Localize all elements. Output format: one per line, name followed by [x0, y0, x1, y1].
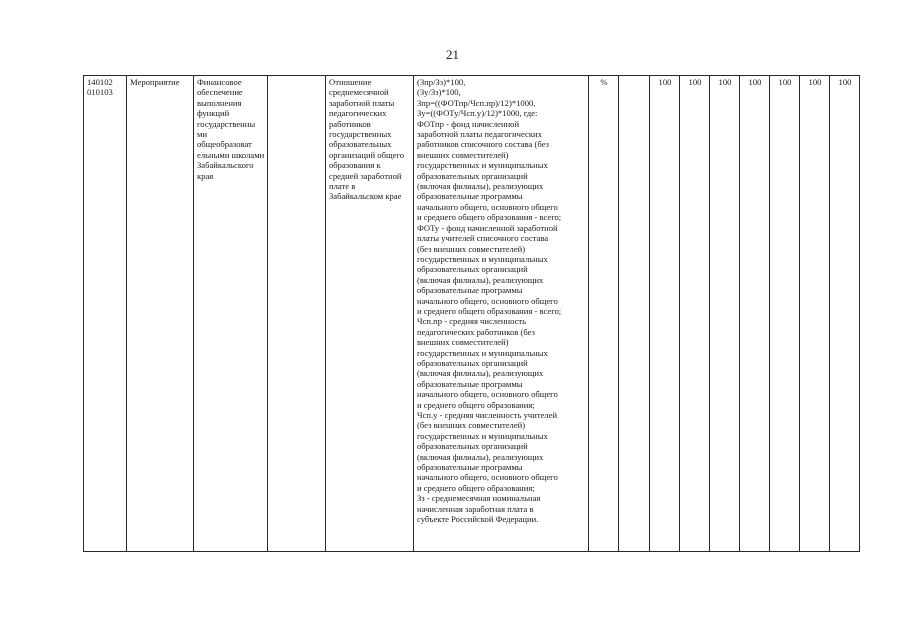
formula-line: Зу=((ФОТу/Чсп.у)/12)*1000, где:: [417, 108, 538, 119]
formula-line: Зз - среднемесячная номинальная: [417, 493, 541, 504]
name-line: выполнения: [197, 97, 242, 108]
indicator-line: работников: [329, 118, 371, 129]
empty-cell: [619, 76, 650, 552]
formula-line: заработной платы педагогических: [417, 129, 542, 140]
formula-line: педагогических работников (без: [417, 326, 535, 337]
name-line: государственны: [197, 118, 256, 129]
value-cell: 100: [830, 76, 860, 552]
formula-line: начального общего, основного общего: [417, 295, 558, 306]
formula-line: Чсп.пр - средняя численность: [417, 316, 527, 327]
formula-line: образовательные программы: [417, 462, 523, 473]
indicator-line: Отношение: [329, 77, 372, 87]
formula-line: (включая филиалы), реализующих: [417, 368, 544, 379]
formula-line: Чсп.у - средняя численность учителей: [417, 410, 558, 420]
formula-line: (Зпр/Зз)*100,: [417, 77, 466, 87]
formula-line: образовательных организаций: [417, 170, 528, 181]
formula-line: (включая филиалы), реализующих: [417, 451, 544, 462]
formula-line: (Зу/Зз)*100,: [417, 87, 461, 98]
indicator-line: среднемесячной: [329, 87, 389, 98]
name-line: ми: [197, 129, 208, 140]
name-line: Финансовое: [197, 77, 242, 87]
formula-line: (включая филиалы), реализующих: [417, 181, 544, 192]
type-cell: Мероприятие: [127, 76, 194, 552]
formula-line: образовательные программы: [417, 285, 523, 296]
formula-line: начального общего, основного общего: [417, 389, 558, 400]
formula-line: (без внешних совместителей): [417, 420, 526, 431]
formula-line: образовательных организаций: [417, 441, 528, 452]
unit-cell: %: [589, 76, 619, 552]
formula-line: государственных и муниципальных: [417, 253, 548, 264]
indicator-line: образовательных: [329, 139, 392, 150]
page-number: 21: [446, 47, 459, 62]
formula-line: внешних совместителей): [417, 337, 509, 348]
empty-cell: [268, 76, 326, 552]
code-line: 010103: [87, 87, 113, 98]
formula-line: (включая филиалы), реализующих: [417, 274, 544, 285]
indicator-line: государственных: [329, 129, 392, 140]
formula-line: и среднего общего образования;: [417, 399, 535, 410]
formula-line: ФОТпр - фонд начисленной: [417, 118, 520, 129]
formula-line: государственных и муниципальных: [417, 430, 548, 441]
value-cell: 100: [710, 76, 740, 552]
formula-line: образовательных организаций: [417, 264, 528, 275]
code-cell: [84, 76, 127, 552]
formula-line: образовательные программы: [417, 191, 523, 202]
formula-line: государственных и муниципальных: [417, 347, 548, 358]
name-line: функций: [197, 108, 230, 119]
formula-line: начального общего, основного общего: [417, 472, 558, 483]
name-line: Забайкальского: [197, 160, 254, 171]
formula-cell: [414, 76, 589, 552]
table-row: [84, 76, 860, 552]
indicator-cell: [326, 76, 414, 552]
value-cell: 100: [680, 76, 710, 552]
formula-line: работников списочного состава (без: [417, 139, 549, 150]
indicator-line: педагогических: [329, 108, 387, 119]
indicator-line: организаций общего: [329, 149, 404, 160]
name-line: края: [197, 170, 214, 181]
value-cell: 100: [800, 76, 830, 552]
formula-line: и среднего общего образования - всего;: [417, 212, 562, 223]
formula-line: образовательные программы: [417, 378, 523, 389]
formula-line: внешних совместителей): [417, 149, 509, 160]
name-line: ельными школами: [197, 149, 265, 160]
formula-line: и среднего общего образования - всего;: [417, 305, 562, 316]
value-cell: 100: [740, 76, 770, 552]
formula-line: и среднего общего образования;: [417, 482, 535, 493]
formula-line: ФОТу - фонд начисленной заработной: [417, 222, 558, 233]
indicator-line: Забайкальском крае: [329, 191, 402, 202]
formula-line: субъекте Российской Федерации.: [417, 514, 539, 525]
value-cell: 100: [770, 76, 800, 552]
name-line: обеспечение: [197, 87, 243, 98]
indicator-line: образования к: [329, 160, 381, 171]
name-line: общеобразоват: [197, 139, 252, 150]
name-cell: [194, 76, 268, 552]
indicator-line: заработной платы: [329, 97, 395, 108]
indicator-line: средней заработной: [329, 170, 402, 181]
formula-line: начисленная заработная плата в: [417, 503, 534, 514]
code-line: 140102: [87, 77, 113, 87]
formula-line: Зпр=((ФОТпр/Чсп.пр)/12)*1000,: [417, 97, 536, 108]
formula-line: государственных и муниципальных: [417, 160, 548, 171]
formula-line: начального общего, основного общего: [417, 201, 558, 212]
formula-line: платы учителей списочного состава: [417, 233, 549, 244]
formula-line: образовательных организаций: [417, 357, 528, 368]
formula-line: (без внешних совместителей): [417, 243, 526, 254]
value-cell: 100: [650, 76, 680, 552]
indicator-table: [83, 75, 860, 552]
indicator-line: плате в: [329, 181, 356, 192]
